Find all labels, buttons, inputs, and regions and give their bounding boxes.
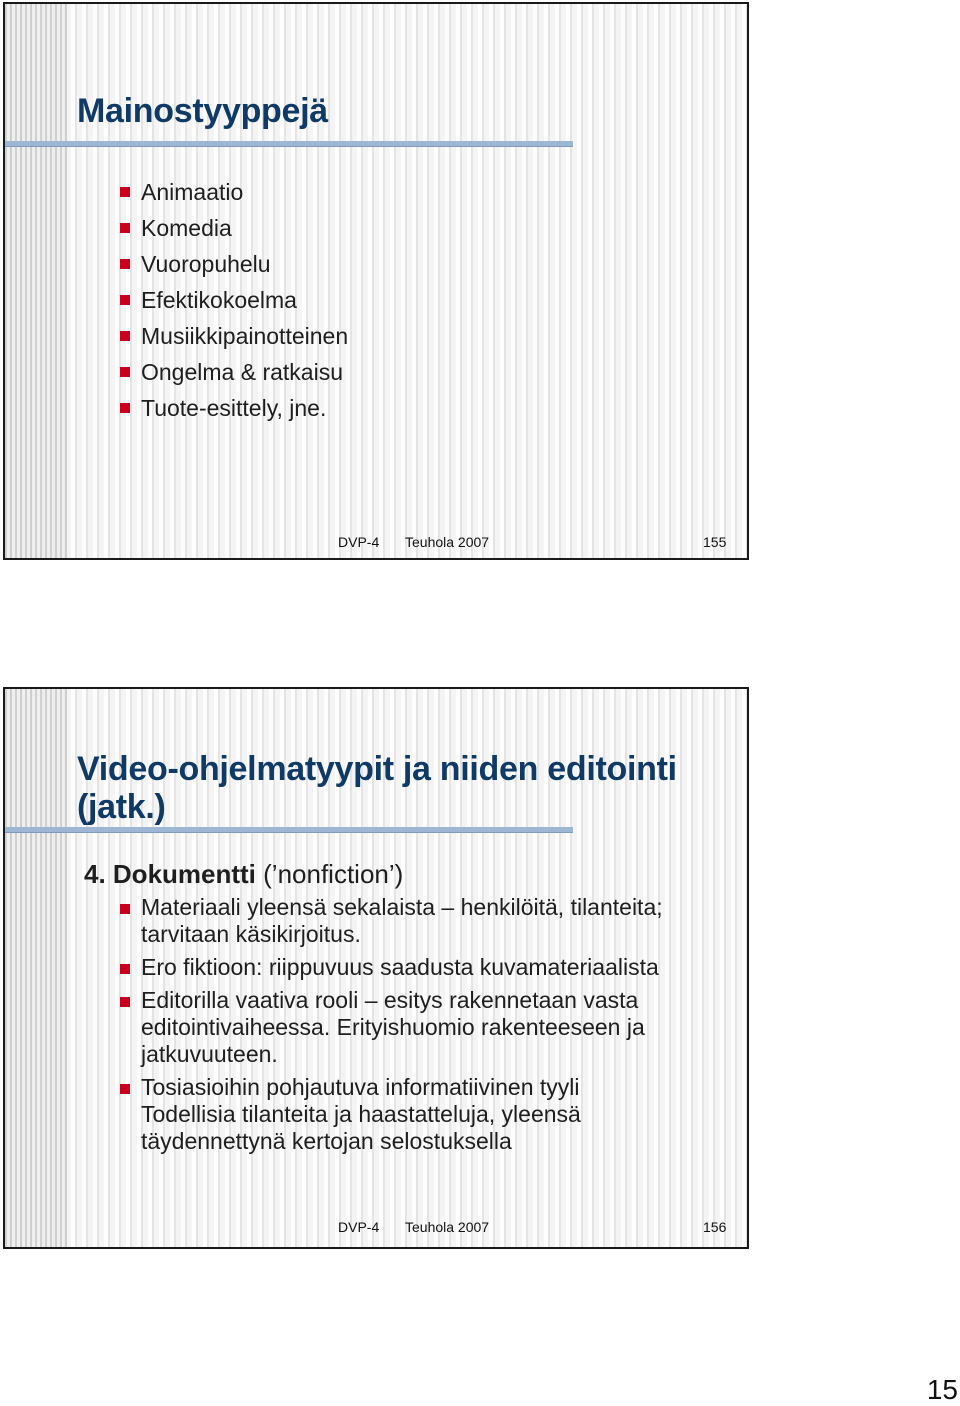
bullet-list [120, 174, 348, 426]
slide-title: Video-ohjelmatyypit ja niiden editointi (jatk.) [77, 750, 677, 826]
bullet-square-icon [120, 904, 130, 914]
list-item: Vuoropuhelu [120, 246, 348, 282]
list-item: Editorilla vaativa rooli – esitys rakennetaan vasta editointivaiheessa. Erityishuomio rakenteeseen ja jatkuvuuteen. [120, 987, 740, 1068]
footer-author: Teuhola 2007 [405, 1219, 490, 1235]
slide-title: Mainostyyppejä [77, 92, 328, 130]
bullet-square-icon [120, 187, 130, 197]
footer-author: Teuhola 2007 [405, 534, 490, 550]
list-item: Musiikkipainotteinen [120, 318, 348, 354]
bullet-list [120, 894, 740, 1161]
footer-course: DVP-4 [338, 1219, 380, 1235]
title-rule [5, 141, 573, 147]
footer-slide-number: 156 [703, 1219, 727, 1235]
list-item: Tosiasioihin pohjautuva informatiivinen tyyli Todellisia tilanteita ja haastatteluja, yleensä täydennettynä kertojan selostuksella [120, 1074, 740, 1155]
bullet-square-icon [120, 403, 130, 413]
footer-slide-number: 155 [703, 534, 727, 550]
list-item: Animaatio [120, 174, 348, 210]
bullet-square-icon [120, 964, 130, 974]
title-rule [5, 827, 573, 833]
bullet-square-icon [120, 331, 130, 341]
bullet-square-icon [120, 223, 130, 233]
list-item: Ero fiktioon: riippuvuus saadusta kuvamateriaalista [120, 954, 740, 981]
list-item: Materiaali yleensä sekalaista – henkilöitä, tilanteita; tarvitaan käsikirjoitus. [120, 894, 740, 948]
section-heading: 4. Dokumentti (’nonfiction’) [84, 859, 404, 889]
page-number: 15 [926, 1374, 958, 1405]
footer-course: DVP-4 [338, 534, 380, 550]
bullet-square-icon [120, 1084, 130, 1094]
list-item: Tuote-esittely, jne. [120, 390, 348, 426]
bullet-square-icon [120, 259, 130, 269]
list-item: Komedia [120, 210, 348, 246]
list-item: Efektikokoelma [120, 282, 348, 318]
bullet-square-icon [120, 997, 130, 1007]
bullet-square-icon [120, 295, 130, 305]
list-item: Ongelma & ratkaisu [120, 354, 348, 390]
bullet-square-icon [120, 367, 130, 377]
slide-155 [3, 2, 749, 560]
